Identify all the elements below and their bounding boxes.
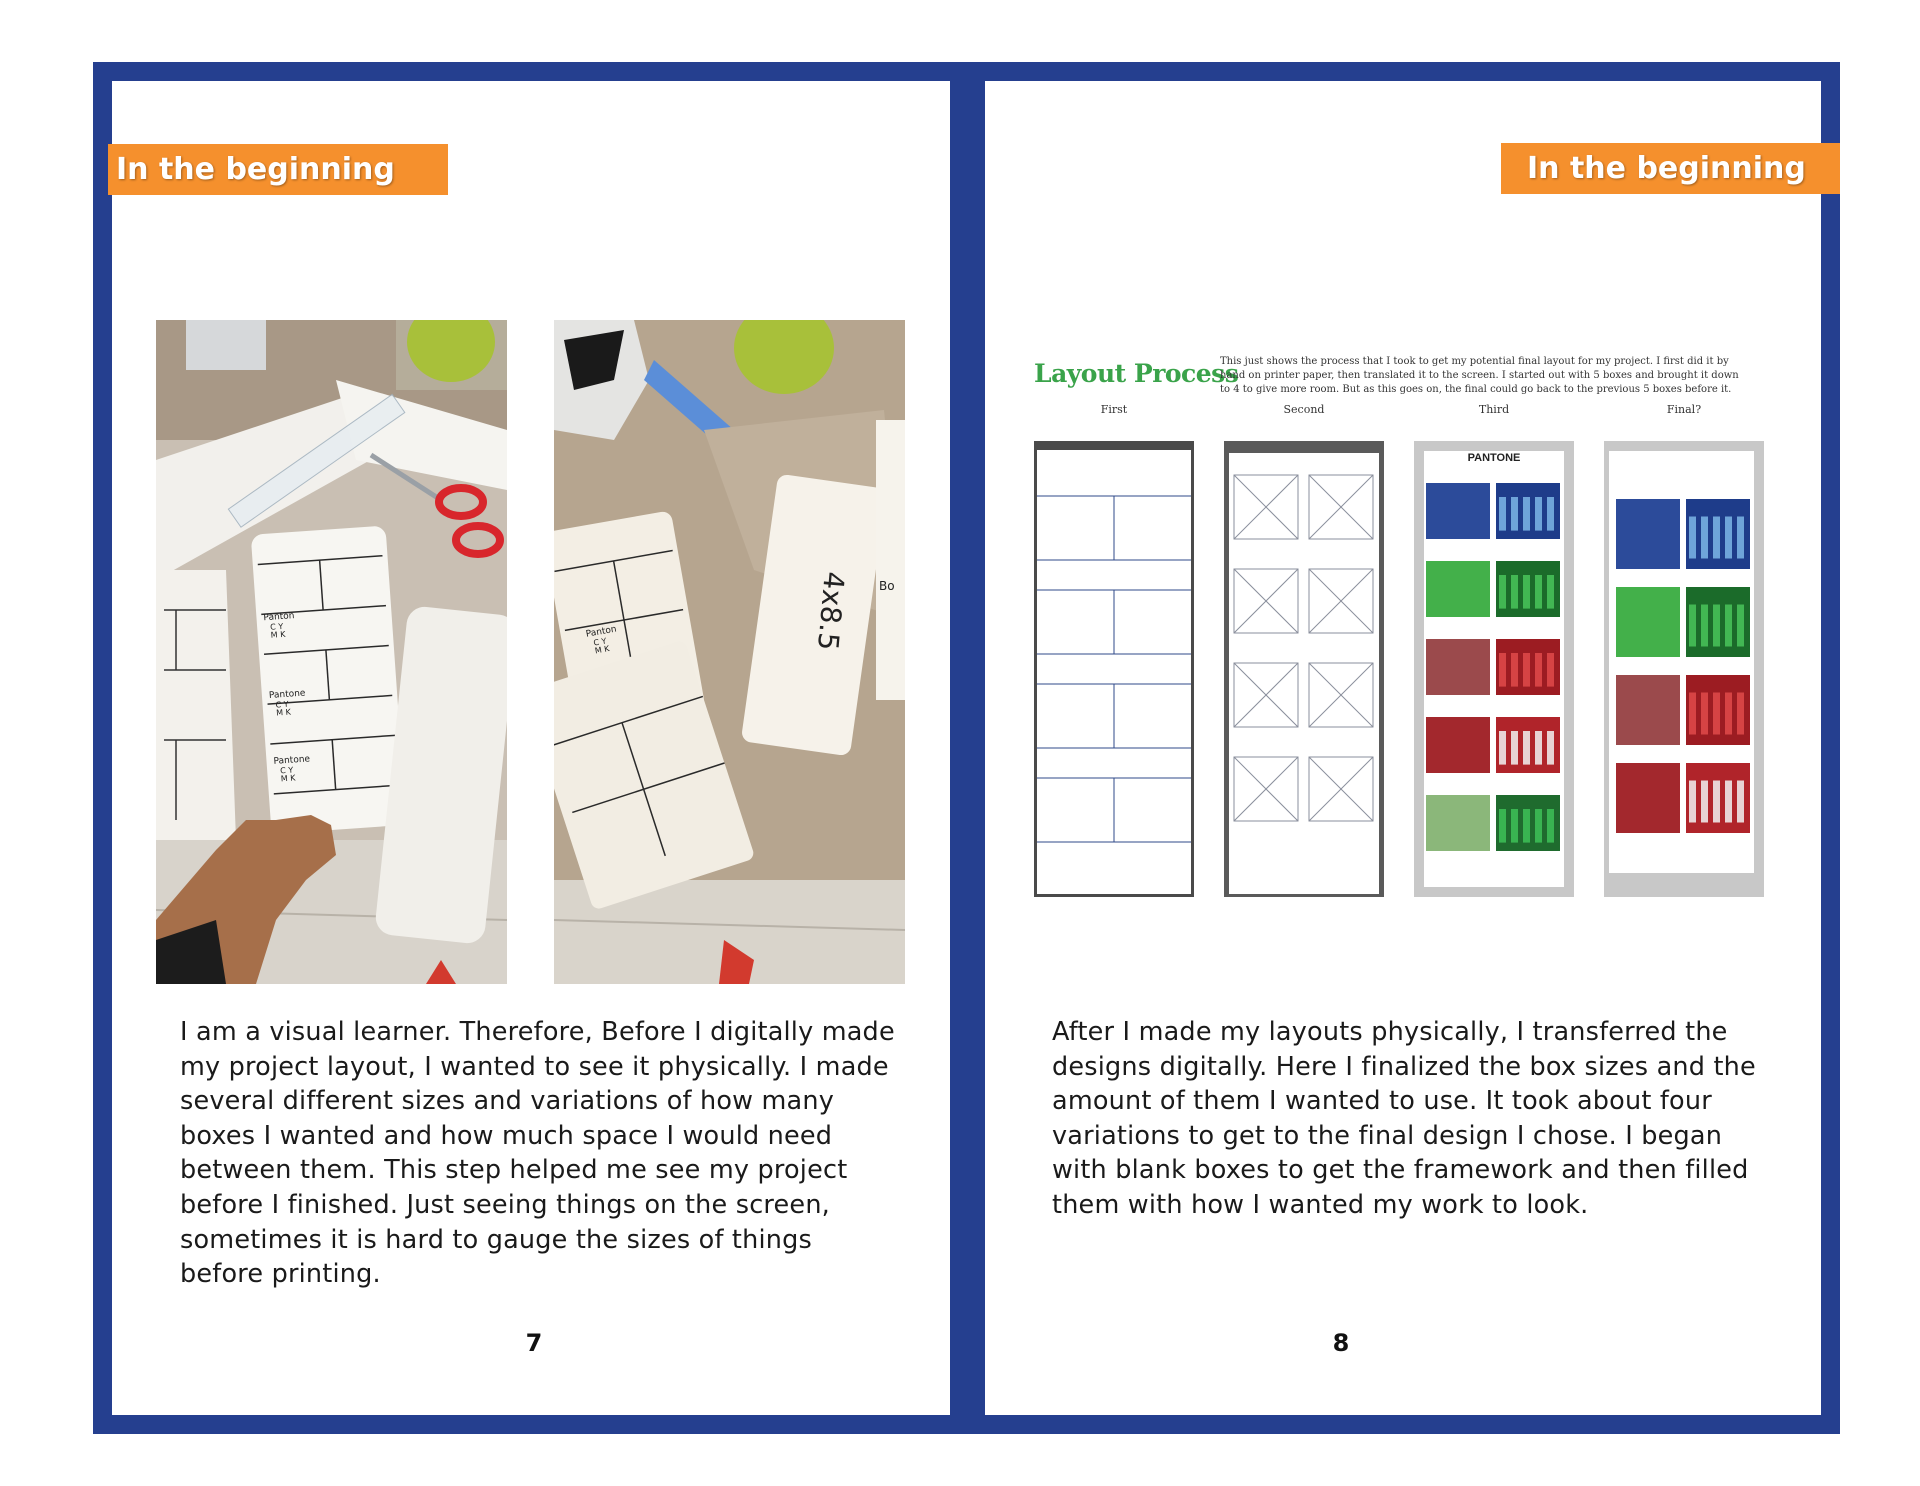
- svg-text:C Y: C Y: [592, 636, 608, 648]
- product-bottle: [1535, 731, 1542, 765]
- svg-text:Bo: Bo: [879, 579, 895, 593]
- product-bottle: [1511, 809, 1518, 843]
- figure-title: Layout Process: [1034, 359, 1239, 388]
- product-bottle: [1737, 605, 1744, 647]
- product-bottle: [1535, 653, 1542, 687]
- body-paragraph: I am a visual learner. Therefore, Before I digitally made my project layout, I wanted to see it physically. I made several different sizes and variations of how many boxes I wanted and how much space I would need between them. This step helped me see my project before I finished. Just seeing things on the screen, sometimes it is hard to gauge the sizes of things before printing.: [180, 1017, 895, 1290]
- svg-text:C Y: C Y: [275, 699, 289, 710]
- product-bottle: [1547, 731, 1554, 765]
- product-bottle: [1511, 575, 1518, 609]
- page-7: [112, 81, 950, 1415]
- svg-text:C Y: C Y: [279, 765, 294, 776]
- product-bottle: [1535, 575, 1542, 609]
- product-bottle: [1547, 809, 1554, 843]
- color-swatch: [1426, 483, 1490, 539]
- product-bottle: [1689, 781, 1696, 823]
- product-bottle: [1547, 575, 1554, 609]
- photo-paper-mockups-table: [554, 320, 905, 984]
- layout-final: [1604, 441, 1764, 897]
- note-dimensions: 4x8.5: [810, 570, 851, 652]
- column-label-third: Third: [1478, 403, 1510, 416]
- pantone-label: PANTONE: [1467, 452, 1521, 464]
- svg-text:M K: M K: [270, 629, 286, 640]
- product-bottle: [1499, 809, 1506, 843]
- product-bottle: [1499, 497, 1506, 531]
- product-bottle: [1689, 605, 1696, 647]
- product-bottle: [1737, 517, 1744, 559]
- svg-text:Panton: Panton: [585, 624, 618, 640]
- product-bottle: [1523, 809, 1530, 843]
- product-bottle: [1713, 605, 1720, 647]
- product-bottle: [1535, 809, 1542, 843]
- color-swatch: [1426, 639, 1490, 695]
- color-swatch: [1616, 675, 1680, 745]
- product-bottle: [1499, 653, 1506, 687]
- product-bottle: [1701, 517, 1708, 559]
- page-8: [985, 81, 1821, 1415]
- column-label-second: Second: [1283, 403, 1325, 416]
- product-bottle: [1511, 731, 1518, 765]
- layout-first: [1034, 441, 1194, 897]
- product-bottle: [1523, 497, 1530, 531]
- svg-text:M K: M K: [280, 773, 296, 784]
- color-swatch: [1616, 763, 1680, 833]
- photo-paper-mockups-hand: [156, 320, 507, 984]
- note-panton: Panton: [263, 611, 295, 624]
- product-bottle: [1713, 517, 1720, 559]
- product-bottle: [1499, 575, 1506, 609]
- product-bottle: [1535, 497, 1542, 531]
- layout-second: [1224, 441, 1384, 897]
- product-bottle: [1725, 781, 1732, 823]
- product-bottle: [1547, 653, 1554, 687]
- product-bottle: [1713, 693, 1720, 735]
- svg-text:Pantone: Pantone: [268, 688, 306, 702]
- svg-text:M K: M K: [275, 707, 292, 718]
- color-swatch: [1616, 499, 1680, 569]
- svg-text:C Y: C Y: [269, 621, 284, 632]
- color-swatch: [1426, 717, 1490, 773]
- column-label-final: Final?: [1666, 403, 1702, 416]
- product-bottle: [1523, 731, 1530, 765]
- page-number: 8: [1332, 1329, 1350, 1357]
- svg-text:Pantone: Pantone: [273, 754, 311, 767]
- svg-text:M K: M K: [594, 644, 611, 656]
- product-bottle: [1689, 693, 1696, 735]
- product-bottle: [1725, 605, 1732, 647]
- product-bottle: [1701, 605, 1708, 647]
- layout-process-figure: [1034, 351, 1754, 951]
- figure-description: This just shows the process that I took to get my potential final layout for my project. I first did it by hand on printer paper, then translated it to the screen. I started out with 5 boxes and brought it down to 4 to give more room. But as this goes on, the final could go back to the previous 5 boxes before it.: [1220, 356, 1739, 395]
- product-bottle: [1701, 693, 1708, 735]
- product-bottle: [1511, 653, 1518, 687]
- product-bottle: [1523, 575, 1530, 609]
- color-swatch: [1426, 561, 1490, 617]
- layout-third: [1414, 441, 1574, 897]
- product-bottle: [1523, 653, 1530, 687]
- page-number: 7: [525, 1329, 543, 1357]
- color-swatch: [1616, 587, 1680, 657]
- section-banner: In the beginning: [108, 144, 448, 195]
- booklet-spread: [93, 62, 1840, 1434]
- product-bottle: [1701, 781, 1708, 823]
- product-bottle: [1511, 497, 1518, 531]
- product-bottle: [1737, 781, 1744, 823]
- product-bottle: [1725, 693, 1732, 735]
- section-banner: In the beginning: [1501, 143, 1840, 194]
- product-bottle: [1547, 497, 1554, 531]
- product-bottle: [1737, 693, 1744, 735]
- product-bottle: [1689, 517, 1696, 559]
- body-paragraph: After I made my layouts physically, I transferred the designs digitally. Here I finalized the box sizes and the amount of them I wanted to use. It took about four variations to get to the final design I chose. I began with blank boxes to get the framework and then filled them with how I wanted my work to look.: [1052, 1017, 1756, 1220]
- column-label-first: First: [1100, 403, 1128, 416]
- product-bottle: [1725, 517, 1732, 559]
- color-swatch: [1426, 795, 1490, 851]
- product-bottle: [1499, 731, 1506, 765]
- product-bottle: [1713, 781, 1720, 823]
